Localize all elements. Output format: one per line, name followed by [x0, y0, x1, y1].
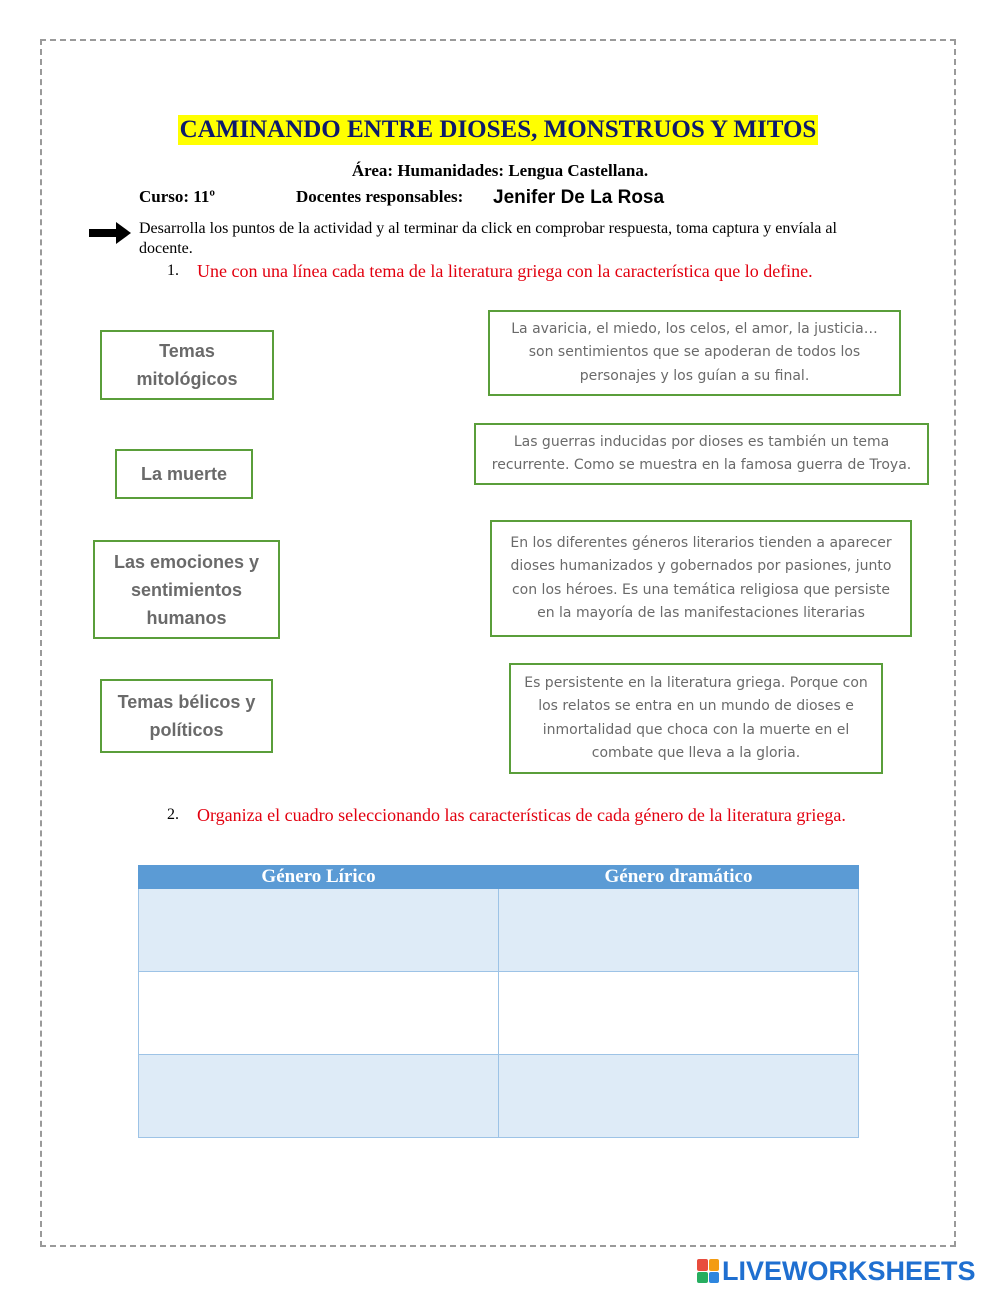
- theme-label: Las emociones y sentimientos humanos: [113, 551, 260, 628]
- question-2: [167, 803, 867, 827]
- liveworksheets-logo: [697, 1255, 976, 1286]
- table-row: [139, 1055, 859, 1138]
- drop-cell[interactable]: [499, 1055, 859, 1138]
- header-lirico: Género Lírico: [139, 866, 499, 889]
- question-2-text: Organiza el cuadro seleccionando las características de cada género de la literatura griega.: [197, 805, 846, 825]
- teachers-label: Docentes responsables:: [296, 187, 464, 206]
- page-title: CAMINANDO ENTRE DIOSES, MONSTRUOS Y MITOS: [179, 116, 817, 143]
- instructions-text: Desarrolla los puntos de la actividad y al terminar da click en comprobar respuesta, toma captura y envíala al docente.: [139, 220, 837, 257]
- table-header-row: [139, 866, 859, 889]
- drop-cell[interactable]: [139, 889, 499, 972]
- table-row: [139, 889, 859, 972]
- question-1: [167, 259, 867, 283]
- subject-area: Área: Humanidades: Lengua Castellana.: [351, 161, 649, 180]
- description-box-muerte[interactable]: [509, 663, 883, 774]
- theme-label: Temas mitológicos: [136, 341, 238, 389]
- theme-box-belicos[interactable]: [100, 679, 273, 753]
- brand-name: LIVEWORKSHEETS: [722, 1255, 976, 1286]
- description-box-emociones[interactable]: [488, 310, 901, 396]
- drop-cell[interactable]: [499, 889, 859, 972]
- description-text: La avaricia, el miedo, los celos, el amor, la justicia… son sentimientos que se apoderan de todos los personajes y los guían a su final.: [511, 320, 878, 384]
- genre-table: [138, 865, 859, 1138]
- theme-label: Temas bélicos y políticos: [117, 692, 256, 740]
- question-1-number: 1.: [167, 262, 179, 279]
- theme-label: La muerte: [140, 464, 228, 484]
- teachers-name: Jenifer De La Rosa: [493, 187, 665, 208]
- course-label: Curso: 11º: [139, 187, 215, 206]
- drop-cell[interactable]: [139, 1055, 499, 1138]
- theme-box-muerte[interactable]: [115, 449, 253, 499]
- theme-box-mitologicos[interactable]: [100, 330, 274, 400]
- header-dramatico: Género dramático: [499, 866, 859, 889]
- theme-box-emociones[interactable]: [93, 540, 280, 639]
- description-text: En los diferentes géneros literarios tienden a aparecer dioses humanizados y gobernados por pasiones, junto con los héroes. Es una temática religiosa que persiste en la mayoría de las manifestaciones literarias: [510, 534, 892, 621]
- title-wrap: [0, 115, 996, 145]
- question-2-number: 2.: [167, 806, 179, 823]
- liveworksheets-mark-icon: [697, 1259, 719, 1283]
- question-1-text: Une con una línea cada tema de la literatura griega con la característica que lo define.: [197, 261, 813, 281]
- right-arrow-icon: [89, 222, 131, 244]
- description-text: Las guerras inducidas por dioses es también un tema recurrente. Como se muestra en la famosa guerra de Troya.: [491, 433, 912, 473]
- description-box-mitologicos[interactable]: [490, 520, 912, 637]
- drop-cell[interactable]: [139, 972, 499, 1055]
- drop-cell[interactable]: [499, 972, 859, 1055]
- description-text: Es persistente en la literatura griega. Porque con los relatos se entra en un mundo de dioses e inmortalidad que choca con la muerte en el combate que lleva a la gloria.: [524, 674, 868, 761]
- description-box-guerras[interactable]: [474, 423, 929, 485]
- table-row: [139, 972, 859, 1055]
